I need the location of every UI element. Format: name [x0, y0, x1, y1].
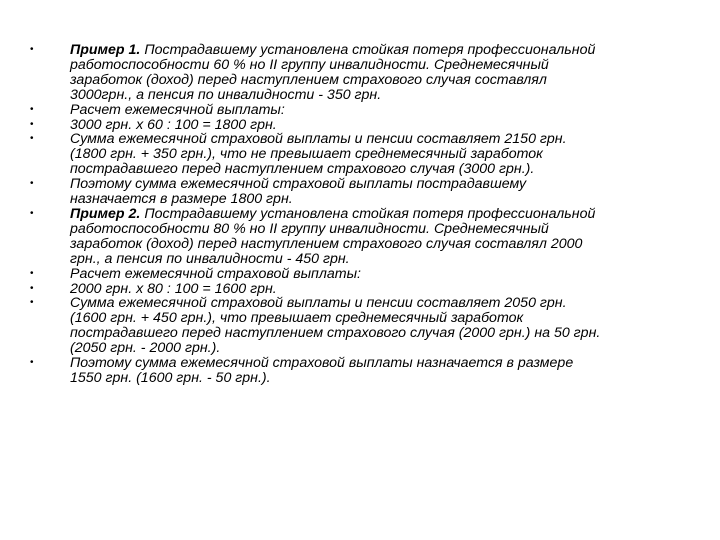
text-line: (1600 грн. + 450 грн.), что превышает среднемесячный заработок: [70, 310, 524, 327]
bullet-icon: •: [30, 267, 34, 279]
text-line: Сумма ежемесячной страховой выплаты и пенсии составляет 2150 грн.: [70, 131, 567, 148]
bullet-icon: •: [30, 282, 34, 294]
list-item: [30, 296, 706, 356]
text-line: (1800 грн. + 350 грн.), что не превышает среднемесячный заработок: [70, 146, 543, 163]
list-item: [30, 103, 706, 118]
bullet-icon: •: [30, 357, 34, 369]
text-line: 1550 грн. (1600 грн. - 50 грн.).: [70, 369, 271, 386]
text-line: грн., а пенсия по инвалидности - 450 грн.: [70, 250, 350, 267]
text-line: Расчет ежемесячной выплаты:: [70, 101, 285, 118]
bullet-icon: •: [30, 178, 34, 190]
text-line: Поэтому сумма ежемесячной страховой выплаты пострадавшему: [70, 176, 527, 193]
bullet-icon: •: [30, 118, 34, 130]
list-item: [30, 356, 706, 386]
example-heading: Пример 2.: [70, 205, 141, 222]
text-line: 3000 грн. x 60 : 100 = 1800 грн.: [70, 116, 277, 133]
bullet-icon: •: [30, 207, 34, 219]
list-item: [30, 132, 706, 177]
list-item: [30, 267, 706, 282]
bullet-icon: •: [30, 103, 34, 115]
text-line: заработок (доход) перед наступлением страхового случая составлял: [70, 71, 547, 88]
text-line: назначается в размере 1800 грн.: [70, 191, 293, 208]
text-line: (2050 грн. - 2000 грн.).: [70, 340, 221, 357]
list-item: [30, 43, 706, 103]
text-line: Пример 1. Пострадавшему установлена стойкая потеря профессиональной: [70, 42, 596, 58]
text-line: Расчет ежемесячной страховой выплаты:: [70, 265, 361, 282]
list-item: [30, 282, 706, 297]
text-line: Поэтому сумма ежемесячной страховой выплаты назначается в размере: [70, 355, 574, 372]
text-line: Сумма ежемесячной страховой выплаты и пенсии составляет 2050 грн.: [70, 295, 567, 312]
text-line: заработок (доход) перед наступлением страхового случая составлял 2000: [70, 235, 583, 252]
text-line: работоспособности 60 % но II группу инвалидности. Среднемесячный: [70, 56, 549, 73]
bullet-icon: •: [30, 133, 34, 145]
text-line: 2000 грн. x 80 : 100 = 1600 грн.: [70, 280, 277, 297]
example-heading: Пример 1.: [70, 42, 141, 58]
text-line: Пример 2. Пострадавшему установлена стойкая потеря профессиональной: [70, 205, 596, 222]
text-line: работоспособности 80 % но II группу инвалидности. Среднемесячный: [70, 220, 549, 237]
bullet-icon: •: [30, 44, 34, 55]
text-line: пострадавшего перед наступлением страхового случая (3000 грн.).: [70, 161, 535, 178]
bullet-icon: •: [30, 297, 34, 309]
list-item: [30, 118, 706, 133]
bullet-list: [30, 43, 706, 386]
text-line: 3000грн., а пенсия по инвалидности - 350 грн.: [70, 86, 382, 103]
list-item: [30, 177, 706, 207]
list-item: [30, 207, 706, 267]
text-line: пострадавшего перед наступлением страхового случая (2000 грн.) на 50 грн.: [70, 325, 601, 342]
